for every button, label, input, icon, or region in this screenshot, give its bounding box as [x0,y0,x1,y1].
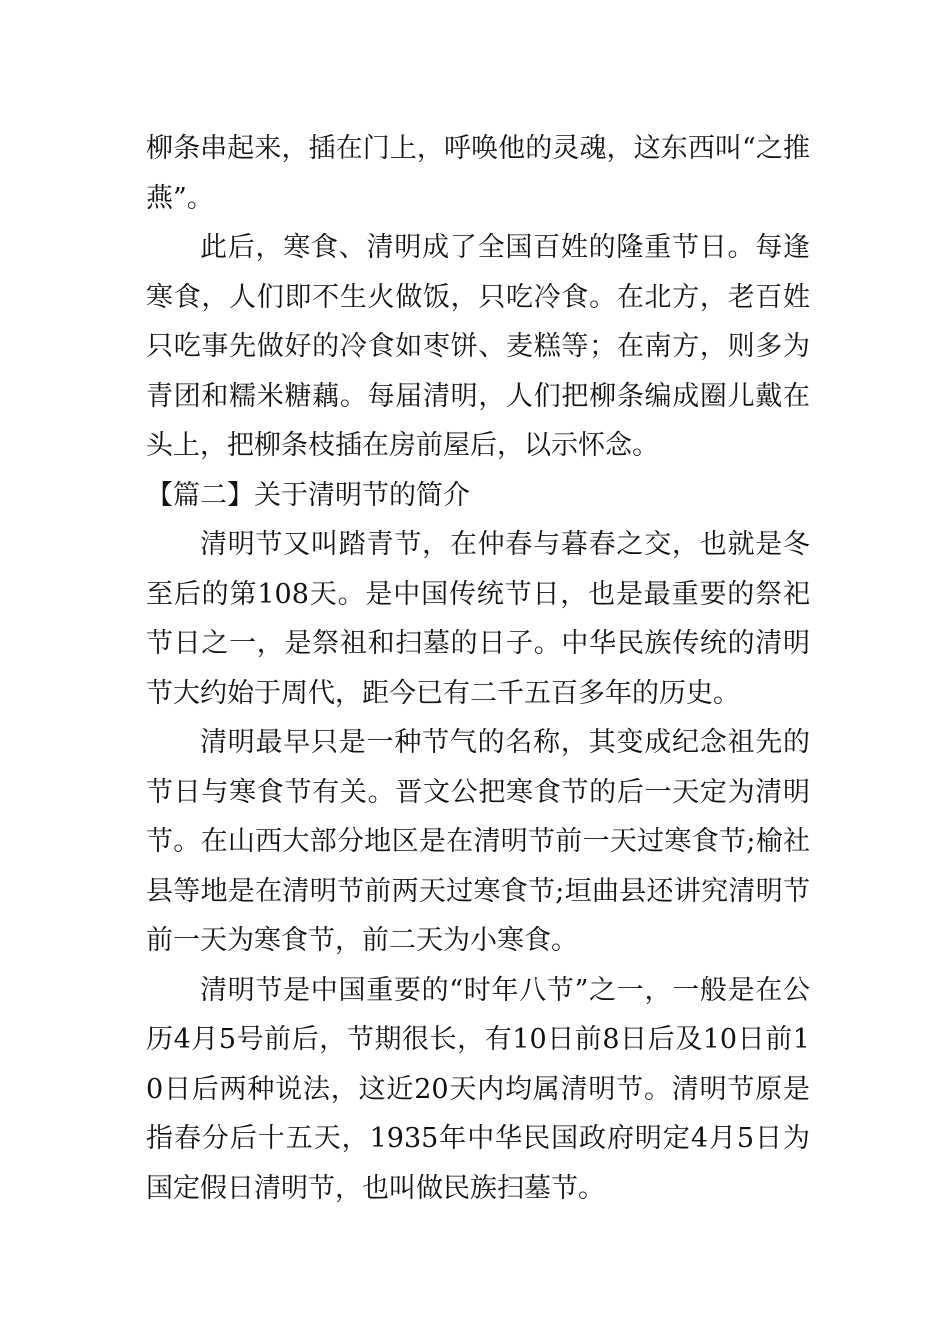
section-heading: 【篇二】关于清明节的简介 [146,479,470,511]
paragraph-qingming-date: 清明节是中国重要的“时年八节”之一，一般是在公历4月5号前后，节期很长，有10日前8日后及10日前10日后两种说法，这近20天内均属清明节。清明节原是指春分后十五天，1935年中华民国政府明定4月5日为国定假日清明节，也叫做民族扫墓节。 [146,974,810,1204]
document-body [146,124,810,1213]
paragraph-hanshi-customs: 此后，寒食、清明成了全国百姓的隆重节日。每逢寒食，人们即不生火做饭，只吃冷食。在北方，老百姓只吃事先做好的冷食如枣饼、麦糕等；在南方，则多为青团和糯米糖藕。每届清明，人们把柳条编成圈儿戴在头上，把柳条枝插在房前屋后，以示怀念。 [146,232,810,461]
paragraph-qingming-origin: 清明最早只是一种节气的名称，其变成纪念祖先的节日与寒食节有关。晋文公把寒食节的后一天定为清明节。在山西大部分地区是在清明节前一天过寒食节;榆社县等地是在清明节前两天过寒食节;垣曲县还讲究清明节前一天为寒食节，前二天为小寒食。 [146,727,810,956]
paragraph-qingming-intro: 清明节又叫踏青节，在仲春与暮春之交，也就是冬至后的第108天。是中国传统节日，也是最重要的祭祀节日之一，是祭祖和扫墓的日子。中华民族传统的清明节大约始于周代，距今已有二千五百多年的历史。 [146,529,810,709]
paragraph-continuation: 柳条串起来，插在门上，呼唤他的灵魂，这东西叫“之推燕”。 [146,133,810,214]
